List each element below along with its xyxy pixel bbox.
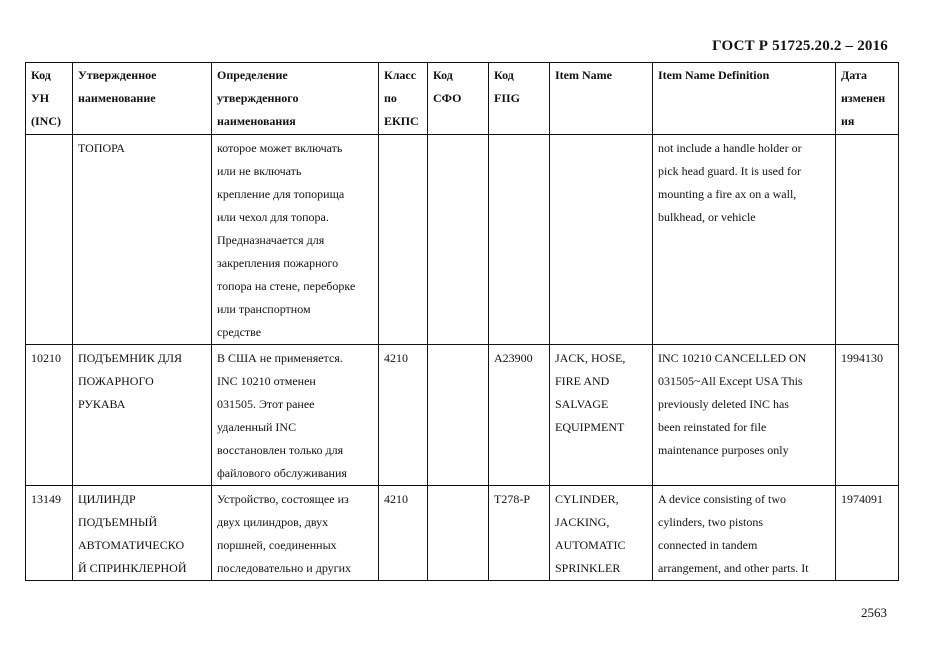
cell-code-un-inc	[26, 345, 73, 486]
header-line: Дата	[841, 68, 867, 82]
header-line: наименование	[78, 91, 156, 105]
cell-line: maintenance purposes only	[658, 443, 789, 457]
cell-line: Предназначается для	[217, 233, 325, 247]
column-header-approved-name	[73, 63, 212, 135]
cell-line: been reinstated for file	[658, 420, 767, 434]
cell-line: средстве	[217, 325, 262, 339]
cell-code-un-inc	[26, 486, 73, 581]
cell-line: SALVAGE	[555, 397, 609, 411]
cell-line: последовательно и других	[217, 561, 351, 575]
cell-line: mounting a fire ax on a wall,	[658, 187, 797, 201]
cell-line: топора на стене, переборке	[217, 279, 356, 293]
header-line: Определение	[217, 68, 288, 82]
cell-line: bulkhead, or vehicle	[658, 210, 756, 224]
cell-line: FIRE AND	[555, 374, 610, 388]
table-header-row	[26, 63, 899, 135]
cell-change-date	[836, 345, 899, 486]
cell-ekps-class	[379, 486, 428, 581]
table-row	[26, 135, 899, 345]
cell-fiig-code	[489, 135, 550, 345]
cell-line: восстановлен только для	[217, 443, 344, 457]
cell-code-un-inc	[26, 135, 73, 345]
cell-line: AUTOMATIC	[555, 538, 626, 552]
cell-item-name-definition	[653, 486, 836, 581]
header-line: утвержденного	[217, 91, 299, 105]
cell-line: файлового обслуживания	[217, 466, 347, 480]
column-header-code-un-inc	[26, 63, 73, 135]
column-header-fiig-code	[489, 63, 550, 135]
cell-line: или не включать	[217, 164, 302, 178]
page-number: 2563	[861, 605, 887, 620]
cell-line: поршней, соединенных	[217, 538, 337, 552]
header-line: Код	[433, 68, 453, 82]
cell-item-name-definition	[653, 135, 836, 345]
cell-line: Й СПРИНКЛЕРНОЙ	[78, 561, 187, 575]
cell-line: 4210	[384, 492, 408, 506]
column-header-item-name-definition	[653, 63, 836, 135]
cell-line: EQUIPMENT	[555, 420, 625, 434]
header-line: Код	[31, 68, 51, 82]
cell-line: JACKING,	[555, 515, 610, 529]
cell-line: connected in tandem	[658, 538, 758, 552]
cell-sfo-code	[428, 135, 489, 345]
cell-change-date	[836, 135, 899, 345]
cell-line: которое может включать	[217, 141, 343, 155]
cell-line: ПОЖАРНОГО	[78, 374, 154, 388]
cell-approved-name	[73, 345, 212, 486]
cell-sfo-code	[428, 345, 489, 486]
table-body	[26, 135, 899, 581]
cell-line: ПОДЪЕМНЫЙ	[78, 515, 158, 529]
cell-line: ТОПОРА	[78, 141, 125, 155]
cell-line: ПОДЪЕМНИК ДЛЯ	[78, 351, 183, 365]
column-header-sfo-code	[428, 63, 489, 135]
cell-ekps-class	[379, 135, 428, 345]
cell-line: T278-P	[494, 492, 530, 506]
column-header-definition	[212, 63, 379, 135]
cell-line: или чехол для топора.	[217, 210, 329, 224]
header-line: Класс	[384, 68, 417, 82]
cell-line: previously deleted INC has	[658, 397, 789, 411]
cell-line: 1994130	[841, 351, 883, 365]
cell-line: В США не применяется.	[217, 351, 343, 365]
cell-line: A23900	[494, 351, 533, 365]
cell-item-name	[550, 135, 653, 345]
cell-line: JACK, HOSE,	[555, 351, 626, 365]
cell-line: arrangement, and other parts. It	[658, 561, 809, 575]
header-line: СФО	[433, 91, 462, 105]
inc-table	[25, 62, 899, 581]
cell-line: CYLINDER,	[555, 492, 619, 506]
cell-definition	[212, 345, 379, 486]
cell-line: 13149	[31, 492, 61, 506]
cell-fiig-code	[489, 345, 550, 486]
cell-line: РУКАВА	[78, 397, 126, 411]
cell-line: INC 10210 отменен	[217, 374, 316, 388]
cell-definition	[212, 135, 379, 345]
cell-item-name	[550, 345, 653, 486]
cell-line: 4210	[384, 351, 408, 365]
header-line: Item Name	[555, 68, 612, 82]
cell-line: или транспортном	[217, 302, 311, 316]
column-header-ekps-class	[379, 63, 428, 135]
cell-line: cylinders, two pistons	[658, 515, 763, 529]
cell-line: 031505~All Except USA This	[658, 374, 803, 388]
header-line: УН	[31, 91, 50, 105]
cell-change-date	[836, 486, 899, 581]
cell-definition	[212, 486, 379, 581]
cell-line: закрепления пожарного	[217, 256, 339, 270]
cell-line: 031505. Этот ранее	[217, 397, 315, 411]
column-header-item-name	[550, 63, 653, 135]
cell-approved-name	[73, 486, 212, 581]
table-row	[26, 345, 899, 486]
cell-line: Устройство, состоящее из	[217, 492, 349, 506]
cell-item-name	[550, 486, 653, 581]
cell-line: INC 10210 CANCELLED ON	[658, 351, 807, 365]
cell-line: АВТОМАТИЧЕСКО	[78, 538, 185, 552]
cell-line: двух цилиндров, двух	[217, 515, 329, 529]
header-line: изменен	[841, 91, 886, 105]
cell-item-name-definition	[653, 345, 836, 486]
header-line: Item Name Definition	[658, 68, 770, 82]
cell-line: A device consisting of two	[658, 492, 786, 506]
cell-line: крепление для топорища	[217, 187, 345, 201]
cell-line: pick head guard. It is used for	[658, 164, 801, 178]
header-line: (INC)	[31, 114, 61, 128]
cell-line: 10210	[31, 351, 61, 365]
cell-line: 1974091	[841, 492, 883, 506]
header-line: Код	[494, 68, 514, 82]
cell-line: удаленный INC	[217, 420, 297, 434]
cell-fiig-code	[489, 486, 550, 581]
header-line: наименования	[217, 114, 296, 128]
document-header: ГОСТ Р 51725.20.2 – 2016	[712, 38, 888, 54]
header-line: Утвержденное	[78, 68, 157, 82]
cell-approved-name	[73, 135, 212, 345]
header-line: ЕКПС	[384, 114, 419, 128]
cell-ekps-class	[379, 345, 428, 486]
header-line: FIIG	[494, 91, 521, 105]
cell-line: ЦИЛИНДР	[78, 492, 136, 506]
cell-line: not include a handle holder or	[658, 141, 802, 155]
cell-line: SPRINKLER	[555, 561, 621, 575]
column-header-change-date	[836, 63, 899, 135]
header-line: ия	[841, 114, 855, 128]
cell-sfo-code	[428, 486, 489, 581]
header-line: по	[384, 91, 397, 105]
table-row	[26, 486, 899, 581]
